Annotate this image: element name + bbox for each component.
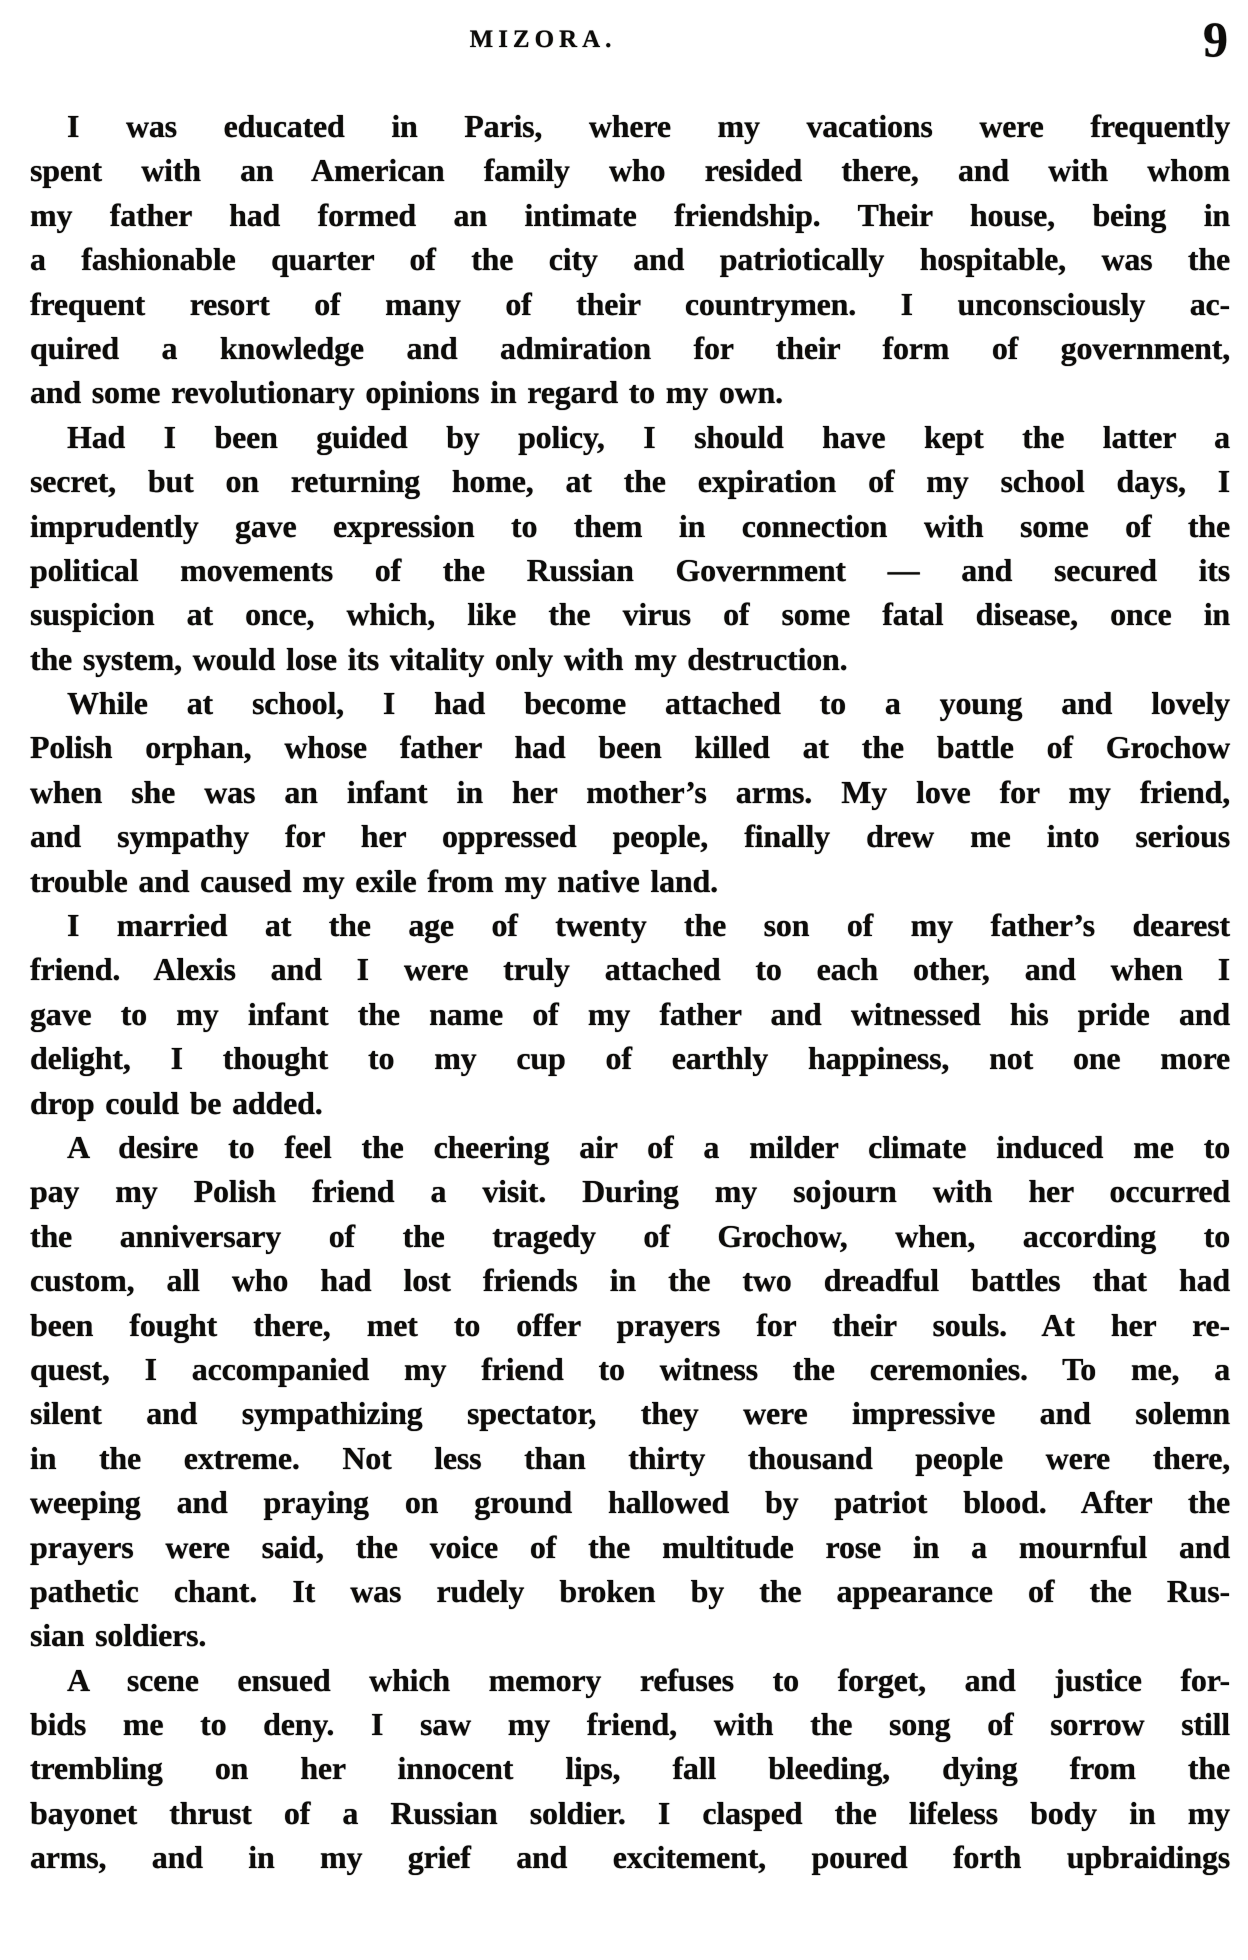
- text-line: when she was an infant in her mother’s arms. My love for my friend,: [30, 773, 1230, 810]
- text-line: trembling on her innocent lips, fall bleeding, dying from the: [30, 1750, 1230, 1787]
- text-line: bayonet thrust of a Russian soldier. I clasped the lifeless body in my: [30, 1794, 1230, 1831]
- text-line: Had I been guided by policy, I should have kept the latter a: [67, 418, 1230, 455]
- text-line: trouble and caused my exile from my native land.: [30, 862, 718, 899]
- text-line: arms, and in my grief and excitement, poured forth upbraidings: [30, 1839, 1230, 1876]
- text-line: spent with an American family who resided there, and with whom: [30, 152, 1230, 189]
- text-line: I married at the age of twenty the son of my father’s dearest: [67, 907, 1230, 944]
- text-line: A desire to feel the cheering air of a milder climate induced me to: [67, 1128, 1230, 1165]
- paragraph: [30, 1125, 1230, 1658]
- body-text: [30, 104, 1230, 1880]
- text-line: pay my Polish friend a visit. During my sojourn with her occurred: [30, 1173, 1230, 1210]
- text-line: been fought there, met to offer prayers for their souls. At her re-: [30, 1306, 1230, 1343]
- text-line: silent and sympathizing spectator, they were impressive and solemn: [30, 1395, 1230, 1432]
- text-line: the system, would lose its vitality only with my destruction.: [30, 640, 848, 677]
- paragraph: [30, 681, 1230, 903]
- text-line: friend. Alexis and I were truly attached to each other, and when I: [30, 951, 1230, 988]
- text-line: A scene ensued which memory refuses to forget, and justice for-: [67, 1661, 1230, 1698]
- text-line: I was educated in Paris, where my vacations were frequently: [67, 108, 1230, 144]
- text-line: in the extreme. Not less than thirty thousand people were there,: [30, 1439, 1230, 1476]
- text-line: the anniversary of the tragedy of Grochow, when, according to: [30, 1217, 1230, 1254]
- text-line: my father had formed an intimate friendship. Their house, being in: [30, 196, 1230, 233]
- paragraph: [30, 1658, 1230, 1880]
- paragraph: [30, 903, 1230, 1125]
- text-line: frequent resort of many of their countrymen. I unconsciously ac-: [30, 285, 1230, 322]
- text-line: political movements of the Russian Government — and secured its: [30, 551, 1230, 588]
- text-line: pathetic chant. It was rudely broken by the appearance of the Rus-: [30, 1572, 1230, 1609]
- text-line: gave to my infant the name of my father and witnessed his pride and: [30, 995, 1230, 1032]
- text-line: and some revolutionary opinions in regard to my own.: [30, 374, 783, 411]
- text-line: prayers were said, the voice of the multitude rose in a mournful and: [30, 1528, 1230, 1565]
- text-line: bids me to deny. I saw my friend, with the song of sorrow still: [30, 1706, 1230, 1743]
- text-line: a fashionable quarter of the city and patriotically hospitable, was the: [30, 241, 1230, 278]
- text-line: quest, I accompanied my friend to witness the ceremonies. To me, a: [30, 1350, 1230, 1387]
- text-line: drop could be added.: [30, 1084, 323, 1121]
- paragraph: [30, 104, 1230, 415]
- text-line: custom, all who had lost friends in the two dreadful battles that had: [30, 1262, 1230, 1299]
- paragraph: [30, 415, 1230, 681]
- text-line: While at school, I had become attached to a young and lovely: [67, 685, 1230, 722]
- text-line: quired a knowledge and admiration for their form of government,: [30, 329, 1230, 366]
- text-line: Polish orphan, whose father had been killed at the battle of Grochow: [30, 729, 1230, 766]
- running-title: MIZORA.: [469, 26, 617, 53]
- text-line: secret, but on returning home, at the expiration of my school days, I: [30, 463, 1230, 500]
- page-number: 9: [1203, 11, 1228, 67]
- text-line: weeping and praying on ground hallowed by patriot blood. After the: [30, 1484, 1230, 1521]
- text-line: and sympathy for her oppressed people, finally drew me into serious: [30, 818, 1230, 855]
- text-line: delight, I thought to my cup of earthly happiness, not one more: [30, 1040, 1230, 1077]
- text-line: suspicion at once, which, like the virus of some fatal disease, once in: [30, 596, 1230, 633]
- text-line: sian soldiers.: [30, 1617, 207, 1654]
- text-line: imprudently gave expression to them in connection with some of the: [30, 507, 1230, 544]
